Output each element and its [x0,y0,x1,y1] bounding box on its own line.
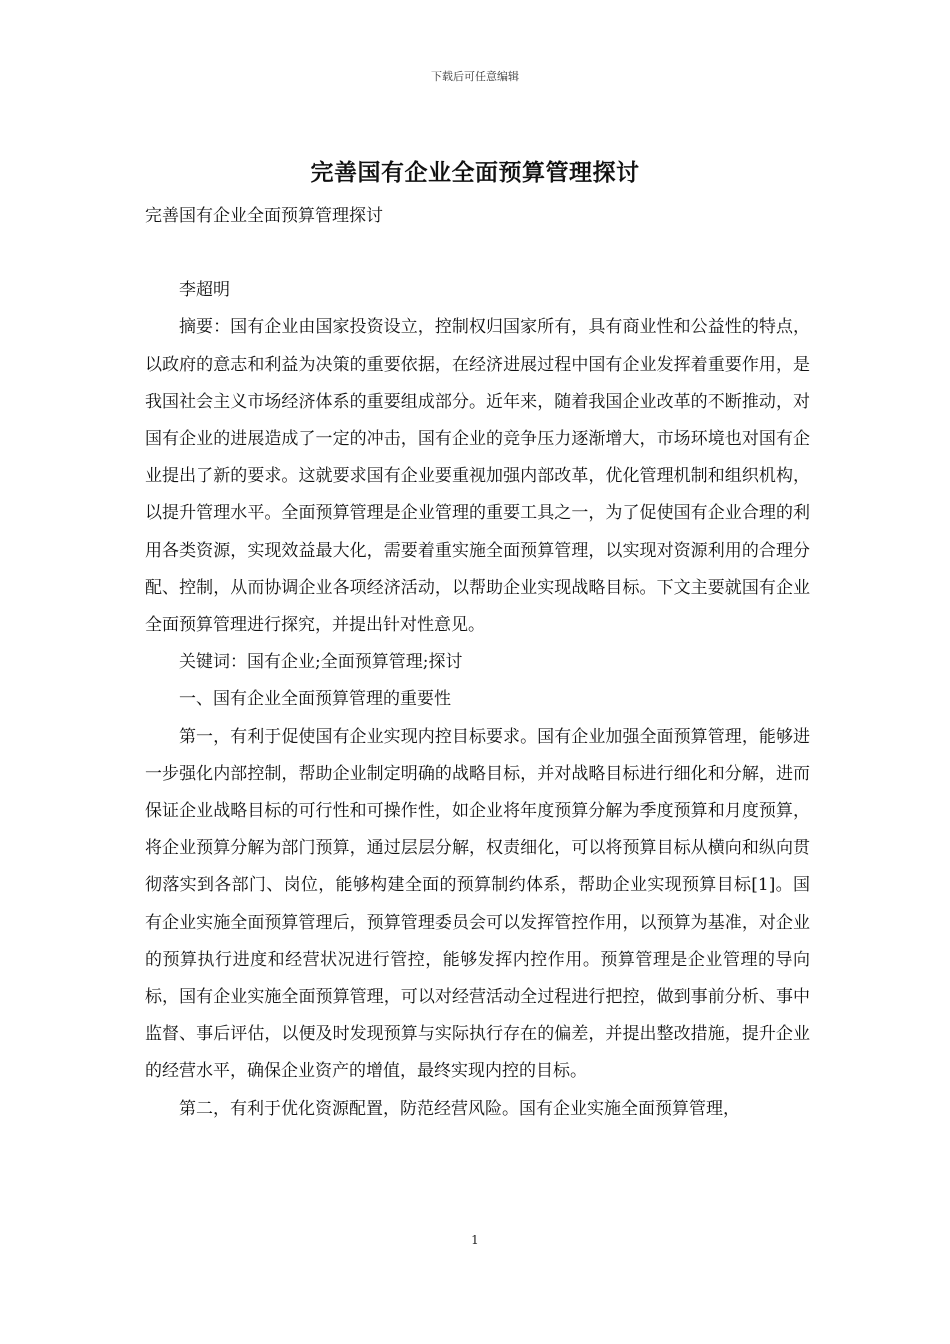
page-number: 1 [471,1233,479,1247]
subtitle: 完善国有企业全面预算管理探讨 [145,206,383,226]
keywords: 关键词：国有企业;全面预算管理;探讨 [179,652,463,673]
document-title: 完善国有企业全面预算管理探讨 [310,159,640,186]
author: 李超明 [179,280,230,301]
header-note: 下载后可任意编辑 [431,70,519,83]
body-paragraph: 第二，有利于优化资源配置，防范经营风险。国有企业实施全面预算管理， [179,1098,740,1119]
blank-line [145,235,810,272]
body-paragraph: 第一，有利于促使国有企业实现内控目标要求。国有企业加强全面预算管理，能够进一步强化内部控制，帮助企业制定明确的战略目标，并对战略目标进行细化和分解，进而保证企业战略目标的可行性和可操作性，如企业将年度预算分解为季度预算和月度预算，将企业预算分解为部门预算，通过层层分解，权责细化，可以将预算目标从横向和纵向贯彻落实到各部门、岗位，能够构建全面的预算制约体系，帮助企业实现预算目标[1]。国有企业实施全面预算管理后，预算管理委员会可以发挥管控作用，以预算为基准，对企业的预算执行进度和经营状况进行管控，能够发挥内控作用。预算管理是企业管理的导向标，国有企业实施全面预算管理，可以对经营活动全过程进行把控，做到事前分析、事中监督、事后评估，以便及时发现预算与实际执行存在的偏差，并提出整改措施，提升企业的经营水平，确保企业资产的增值，最终实现内控的目标。 [145,726,810,1082]
abstract-paragraph: 摘要：国有企业由国家投资设立，控制权归国家所有，具有商业性和公益性的特点，以政府的意志和利益为决策的重要依据，在经济进展过程中国有企业发挥着重要作用，是我国社会主义市场经济体系的重要组成部分。近年来，随着我国企业改革的不断推动，对国有企业的进展造成了一定的冲击，国有企业的竞争压力逐渐增大，市场环境也对国有企业提出了新的要求。这就要求国有企业要重视加强内部改革，优化管理机制和组织机构，以提升管理水平。全面预算管理是企业管理的重要工具之一，为了促使国有企业合理的利用各类资源，实现效益最大化，需要着重实施全面预算管理，以实现对资源利用的合理分配、控制，从而协调企业各项经济活动，以帮助企业实现战略目标。下文主要就国有企业全面预算管理进行探究，并提出针对性意见。 [145,317,810,636]
section-heading: 一、国有企业全面预算管理的重要性 [179,689,451,710]
document-body [145,198,810,1128]
